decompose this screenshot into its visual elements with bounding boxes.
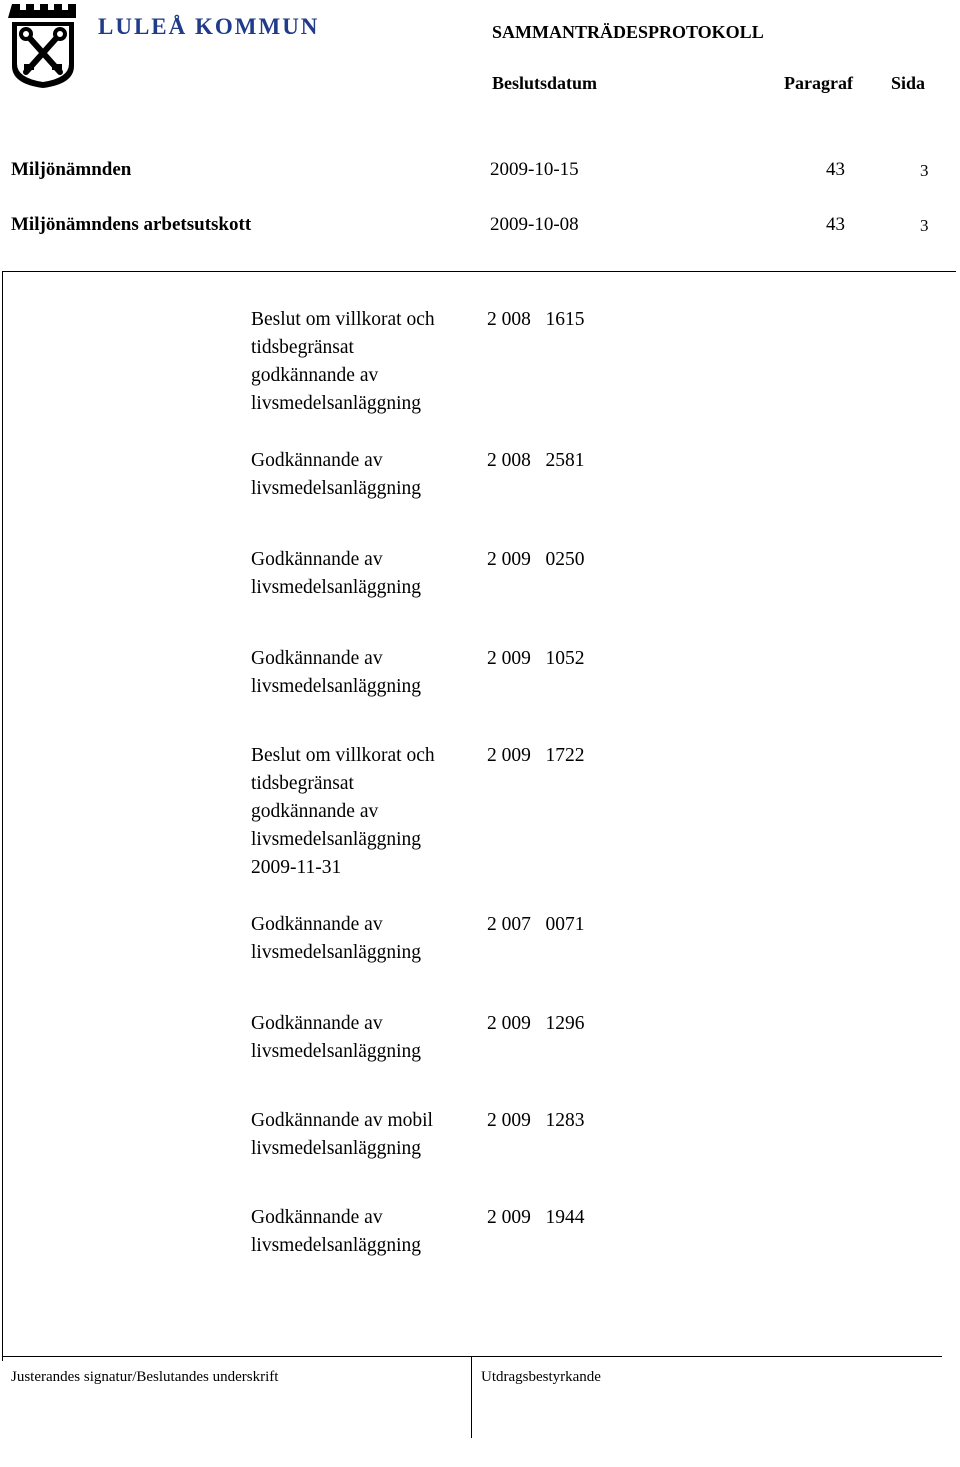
item-title: Beslut om villkorat och tidsbegränsat godkännande av livsmedelsanläggning [251,309,435,414]
item-title: Godkännande av livsmedelsanläggning [251,914,422,963]
item-title: Godkännande av mobil livsmedelsanläggning [251,1110,433,1159]
meeting-body: Miljönämndens arbetsutskott [11,214,252,235]
item-number: 2 007 0071 [487,914,585,935]
item-number: 2 009 1944 [487,1207,585,1228]
meeting-row [0,214,960,244]
page-label: Sida [891,73,926,93]
document-type: SAMMANTRÄDESPROTOKOLL [492,22,764,42]
item-title: Godkännande av livsmedelsanläggning [251,648,422,697]
item-number: 2 009 1296 [487,1013,585,1034]
municipality-name: LULEÅ KOMMUN [98,14,320,39]
meeting-paragraph: 43 [826,159,845,180]
meeting-page: 3 [920,216,929,235]
signature-label: Justerandes signatur/Beslutandes underskrift [11,1369,279,1385]
meeting-page: 3 [920,161,929,180]
item-title: Beslut om villkorat och tidsbegränsat godkännande av livsmedelsanläggning 2009-11-31 [251,745,435,878]
item-number: 2 009 1052 [487,648,585,669]
footer-column-divider [471,1356,472,1438]
item-title: Godkännande av livsmedelsanläggning [251,450,422,499]
item-title: Godkännande av livsmedelsanläggning [251,1013,422,1062]
meeting-date: 2009-10-08 [490,214,579,235]
item-number: 2 008 2581 [487,450,585,471]
item-number: 2 009 1722 [487,745,585,766]
item-title: Godkännande av livsmedelsanläggning [251,1207,422,1256]
decision-date-label: Beslutsdatum [492,73,598,93]
paragraph-label: Paragraf [784,73,853,93]
meeting-paragraph: 43 [826,214,845,235]
meeting-body: Miljönämnden [11,159,132,180]
content-frame [2,271,956,1361]
item-title: Godkännande av livsmedelsanläggning [251,549,422,598]
item-number: 2 008 1615 [487,309,585,330]
meeting-row [0,159,960,189]
footer-divider [2,1356,942,1357]
certifier-label: Utdragsbestyrkande [481,1369,601,1385]
item-number: 2 009 0250 [487,549,585,570]
item-number: 2 009 1283 [487,1110,585,1131]
coat-of-arms-keys-icon [8,2,78,90]
meeting-date: 2009-10-15 [490,159,579,180]
